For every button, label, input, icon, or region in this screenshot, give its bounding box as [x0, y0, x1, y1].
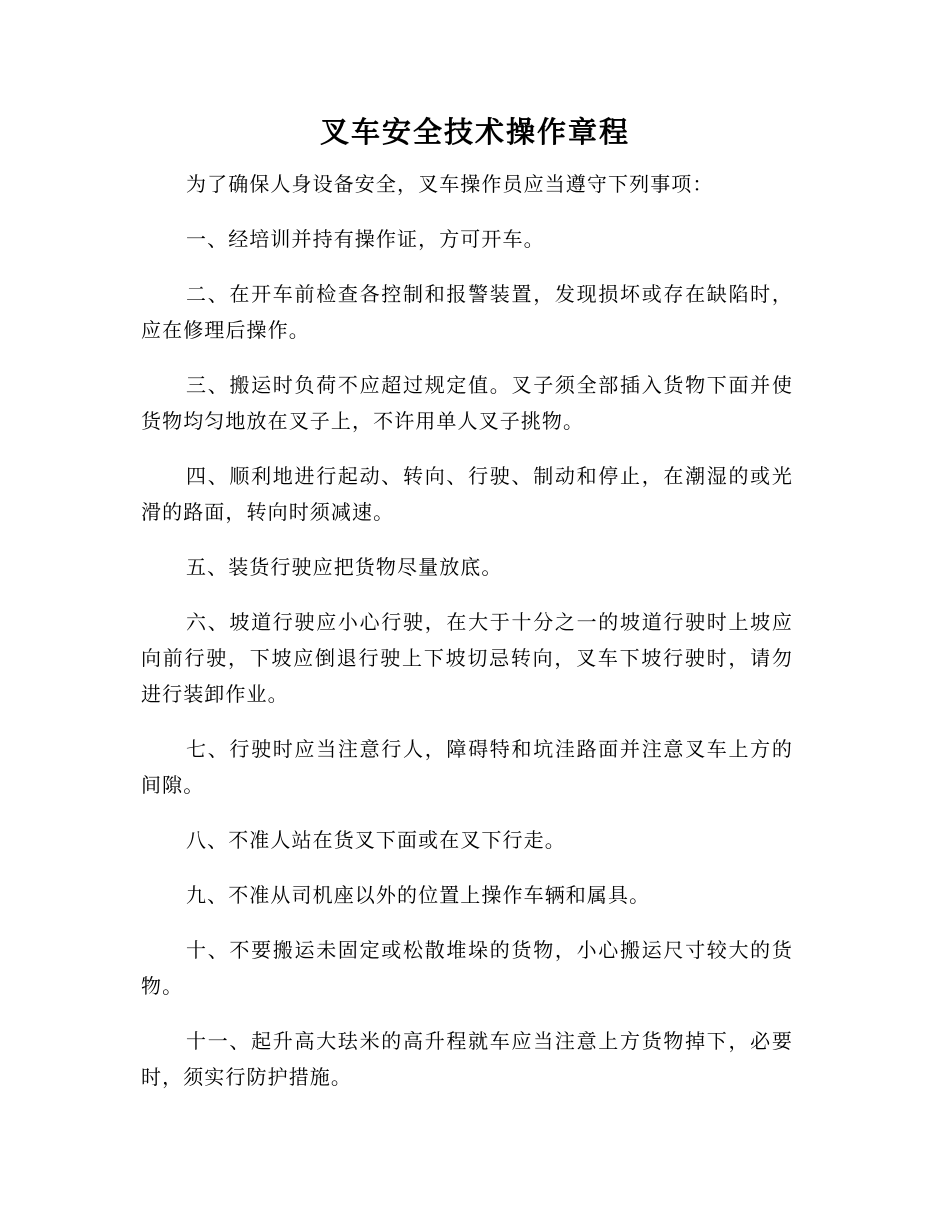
- paragraph-item-8: 八、不准人站在货叉下面或在叉下行走。: [186, 828, 566, 852]
- paragraph-item-9: 九、不准从司机座以外的位置上操作车辆和属具。: [186, 883, 651, 907]
- document-body: [141, 166, 793, 1114]
- document-title: 叉车安全技术操作章程: [319, 115, 630, 149]
- paragraph-item-3: 三、搬运时负荷不应超过规定值。叉子须全部插入货物下面并使货物均匀地放在叉子上，不许用单人叉子挑物。: [141, 373, 793, 433]
- paragraph-item-5: 五、装货行驶应把货物尽量放底。: [186, 555, 503, 579]
- paragraph-item-7: 七、行驶时应当注意行人，障碍特和坑洼路面并注意叉车上方的间隙。: [141, 737, 793, 797]
- paragraph-item-4: 四、顺利地进行起动、转向、行驶、制动和停止，在潮湿的或光滑的路面，转向时须减速。: [141, 464, 793, 524]
- paragraph-item-2: 二、在开车前检查各控制和报警装置，发现损坏或存在缺陷时，应在修理后操作。: [141, 282, 793, 342]
- paragraph-item-10: 十、不要搬运未固定或松散堆垛的货物，小心搬运尺寸较大的货物。: [141, 938, 793, 998]
- paragraph-item-6: 六、坡道行驶应小心行驶，在大于十分之一的坡道行驶时上坡应向前行驶，下坡应倒退行驶上下坡切忌转向，叉车下坡行驶时，请勿进行装卸作业。: [141, 610, 793, 706]
- paragraph-item-11: 十一、起升高大珐米的高升程就车应当注意上方货物掉下，必要时，须实行防护措施。: [141, 1029, 793, 1089]
- paragraph-item-1: 一、经培训并持有操作证，方可开车。: [186, 227, 545, 251]
- paragraph-intro: 为了确保人身设备安全，叉车操作员应当遵守下列事项：: [186, 172, 714, 196]
